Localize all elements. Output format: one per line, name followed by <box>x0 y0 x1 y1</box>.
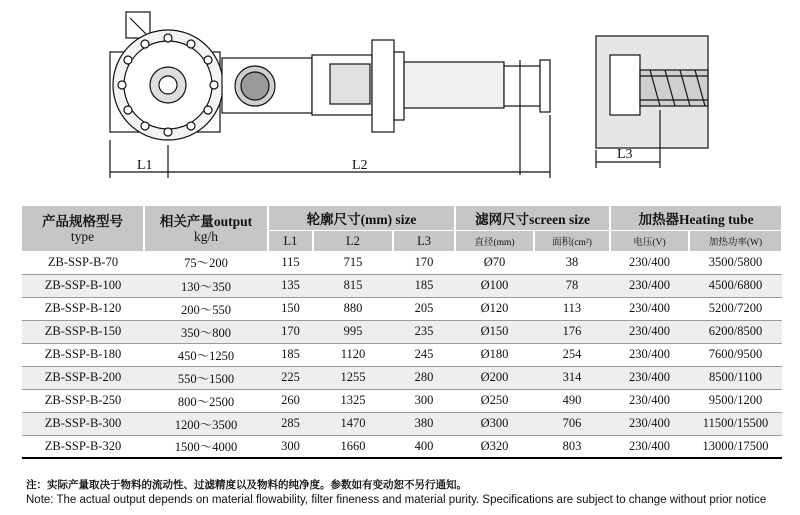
cell-voltage: 230/400 <box>610 320 689 343</box>
cell-output: 1500～4000 <box>144 435 268 458</box>
dimension-l2: L2 <box>352 158 368 173</box>
cell-model: ZB-SSP-B-250 <box>22 389 144 412</box>
header-heating: 加热器Heating tube <box>610 206 782 231</box>
cell-output: 350～800 <box>144 320 268 343</box>
cell-l1: 135 <box>268 274 313 297</box>
screen-changer-drawing <box>0 0 800 200</box>
header-model-cn: 产品规格型号 <box>42 213 123 229</box>
header-power: 加热功率(W) <box>708 237 763 248</box>
cell-voltage: 230/400 <box>610 435 689 458</box>
note-chinese: 注：实际产量取决于物料的流动性、过滤精度以及物料的纯净度。参数如有变动恕不另行通知。 <box>26 479 467 491</box>
cell-l1: 260 <box>268 389 313 412</box>
cell-l3: 380 <box>393 412 455 435</box>
note-english: Note: The actual output depends on material flowability, filter fineness and material purity. Specifications are subject to change without prior notice <box>26 494 767 506</box>
table-row <box>22 412 782 435</box>
cell-power: 8500/1100 <box>689 366 782 389</box>
cell-diameter: Ø300 <box>455 412 534 435</box>
cell-l2: 1120 <box>313 343 393 366</box>
cell-diameter: Ø200 <box>455 366 534 389</box>
header-output-label: 相关产量output <box>159 213 253 229</box>
cell-power: 4500/6800 <box>689 274 782 297</box>
header-diameter: 直径(mm) <box>474 237 515 248</box>
table-row <box>22 320 782 343</box>
dimension-l1: L1 <box>137 158 153 173</box>
cell-model: ZB-SSP-B-300 <box>22 412 144 435</box>
cell-l2: 995 <box>313 320 393 343</box>
cell-voltage: 230/400 <box>610 389 689 412</box>
cell-l2: 1255 <box>313 366 393 389</box>
cell-model: ZB-SSP-B-180 <box>22 343 144 366</box>
cell-diameter: Ø70 <box>455 251 534 274</box>
cell-model: ZB-SSP-B-120 <box>22 297 144 320</box>
cell-l1: 185 <box>268 343 313 366</box>
cell-area: 490 <box>534 389 610 412</box>
cell-model: ZB-SSP-B-150 <box>22 320 144 343</box>
cell-l3: 170 <box>393 251 455 274</box>
cell-output: 75～200 <box>144 251 268 274</box>
cell-power: 11500/15500 <box>689 412 782 435</box>
cell-area: 78 <box>534 274 610 297</box>
cell-output: 130～350 <box>144 274 268 297</box>
cell-area: 314 <box>534 366 610 389</box>
cell-voltage: 230/400 <box>610 412 689 435</box>
header-output <box>144 206 268 251</box>
cell-area: 38 <box>534 251 610 274</box>
table-row <box>22 274 782 297</box>
header-l1: L1 <box>268 231 313 252</box>
cell-output: 550～1500 <box>144 366 268 389</box>
header-l2: L2 <box>313 231 393 252</box>
cell-l1: 170 <box>268 320 313 343</box>
header-l3: L3 <box>393 231 455 252</box>
cell-l3: 400 <box>393 435 455 458</box>
cell-l1: 285 <box>268 412 313 435</box>
cell-area: 254 <box>534 343 610 366</box>
cell-l2: 1470 <box>313 412 393 435</box>
cell-l2: 1660 <box>313 435 393 458</box>
cell-diameter: Ø180 <box>455 343 534 366</box>
cell-power: 6200/8500 <box>689 320 782 343</box>
cell-voltage: 230/400 <box>610 297 689 320</box>
table-row <box>22 435 782 458</box>
table-row <box>22 366 782 389</box>
cell-output: 1200～3500 <box>144 412 268 435</box>
cell-l3: 245 <box>393 343 455 366</box>
cell-model: ZB-SSP-B-320 <box>22 435 144 458</box>
spec-table <box>22 206 783 459</box>
cell-voltage: 230/400 <box>610 251 689 274</box>
cell-output: 200～550 <box>144 297 268 320</box>
cell-l2: 815 <box>313 274 393 297</box>
table-row <box>22 251 782 274</box>
cell-output: 800～2500 <box>144 389 268 412</box>
cell-area: 113 <box>534 297 610 320</box>
table-row <box>22 297 782 320</box>
cell-diameter: Ø250 <box>455 389 534 412</box>
dimension-l3: L3 <box>617 147 633 162</box>
cell-power: 7600/9500 <box>689 343 782 366</box>
table-row <box>22 343 782 366</box>
cell-l3: 300 <box>393 389 455 412</box>
cell-area: 176 <box>534 320 610 343</box>
cell-l1: 300 <box>268 435 313 458</box>
cell-voltage: 230/400 <box>610 366 689 389</box>
cell-voltage: 230/400 <box>610 343 689 366</box>
cell-area: 706 <box>534 412 610 435</box>
cell-area: 803 <box>534 435 610 458</box>
cell-l1: 115 <box>268 251 313 274</box>
cell-voltage: 230/400 <box>610 274 689 297</box>
cell-l1: 225 <box>268 366 313 389</box>
header-output-unit: kg/h <box>193 228 218 244</box>
cell-diameter: Ø150 <box>455 320 534 343</box>
cell-power: 5200/7200 <box>689 297 782 320</box>
cell-diameter: Ø120 <box>455 297 534 320</box>
cell-model: ZB-SSP-B-100 <box>22 274 144 297</box>
cell-diameter: Ø320 <box>455 435 534 458</box>
header-screen: 滤网尺寸screen size <box>455 206 610 231</box>
header-area: 面积(cm²) <box>552 237 592 248</box>
header-size: 轮廓尺寸(mm) size <box>268 206 455 231</box>
cell-model: ZB-SSP-B-70 <box>22 251 144 274</box>
cell-model: ZB-SSP-B-200 <box>22 366 144 389</box>
cell-output: 450～1250 <box>144 343 268 366</box>
cell-l2: 880 <box>313 297 393 320</box>
header-model <box>22 206 144 251</box>
cell-l2: 1325 <box>313 389 393 412</box>
cell-l3: 185 <box>393 274 455 297</box>
cell-power: 13000/17500 <box>689 435 782 458</box>
header-model-en: type <box>70 228 95 244</box>
cell-power: 3500/5800 <box>689 251 782 274</box>
cell-l3: 235 <box>393 320 455 343</box>
cell-l2: 715 <box>313 251 393 274</box>
cell-l3: 280 <box>393 366 455 389</box>
cell-l3: 205 <box>393 297 455 320</box>
header-voltage: 电压(V) <box>633 237 666 248</box>
table-row <box>22 389 782 412</box>
cell-l1: 150 <box>268 297 313 320</box>
cell-power: 9500/1200 <box>689 389 782 412</box>
cell-diameter: Ø100 <box>455 274 534 297</box>
